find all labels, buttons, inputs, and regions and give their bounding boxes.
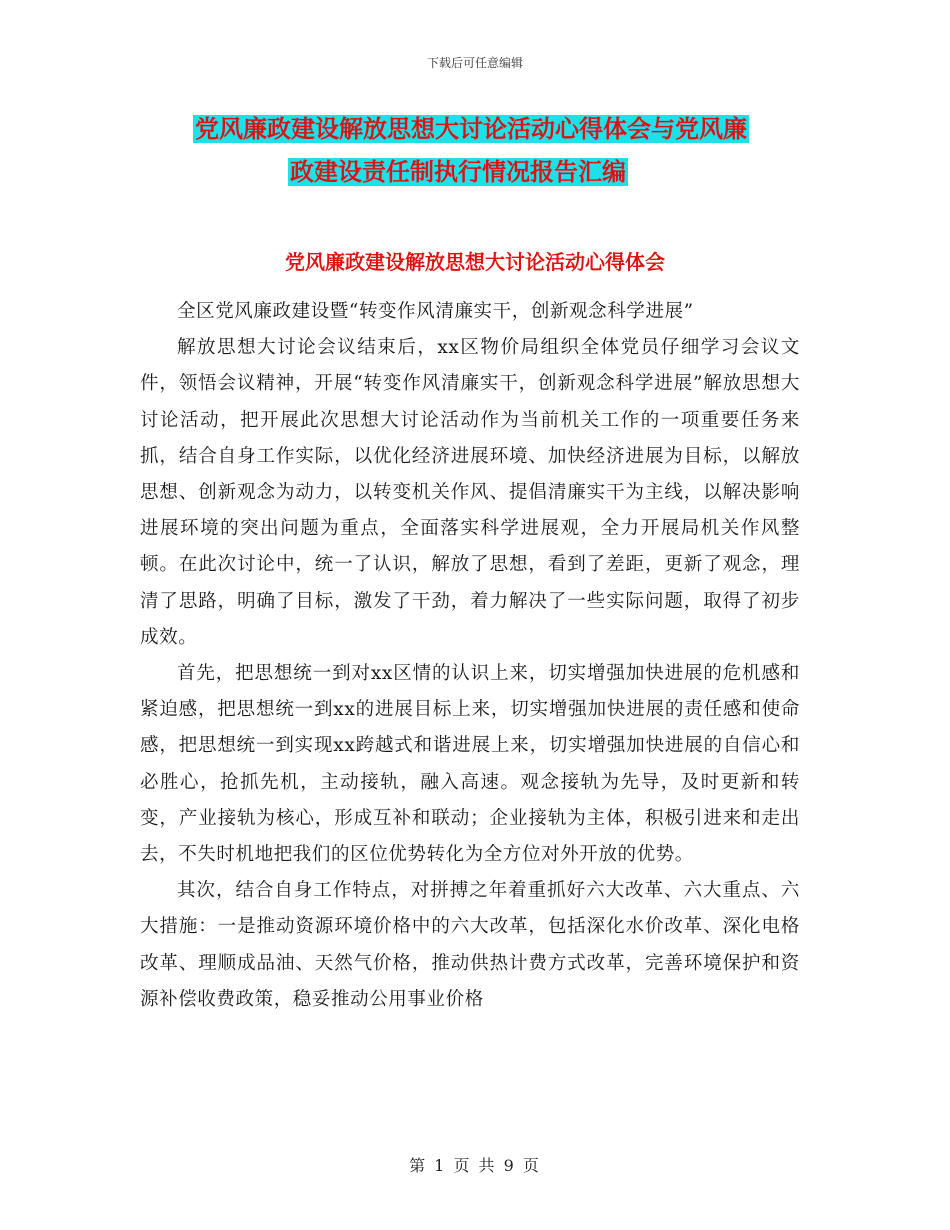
paragraph-2: 解放思想大讨论会议结束后，xx区物价局组织全体党员仔细学习会议文件，领悟会议精神，开展“转变作风清廉实干，创新观念科学进展”解放思想大讨论活动，把开展此次思想大讨论活动作为当前机关工作的一项重要任务来抓，结合自身工作实际，以优化经济进展环境、加快经济进展为目标，以解放思想、创新观念为动力，以转变机关作风、提倡清廉实干为主线，以解决影响进展环境的突出问题为重点，全面落实科学进展观，全力开展局机关作风整顿。在此次讨论中，统一了认识，解放了思想，看到了差距，更新了观念，理清了思路，明确了目标，激发了干劲，着力解决了一些实际问题，取得了初步成效。 bbox=[140, 337, 800, 648]
document-body bbox=[140, 294, 800, 1018]
title-line-2-text: 政建设责任制执行情况报告汇编 bbox=[290, 158, 626, 186]
page-footer: 第 1 页 共 9 页 bbox=[409, 1156, 541, 1175]
section-title: 党风廉政建设解放思想大讨论活动心得体会 bbox=[285, 250, 665, 274]
paragraph-4: 其次，结合自身工作特点，对拼搏之年着重抓好六大改革、六大重点、六大措施：一是推动资源环境价格中的六大改革，包括深化水价改革、深化电格改革、理顺成品油、天然气价格，推动供热计费方式改革，完善环境保护和资源补偿收费政策，稳妥推动公用事业价格 bbox=[140, 880, 800, 1010]
paragraph-3: 首先，把思想统一到对xx区情的认识上来，切实增强加快进展的危机感和紧迫感，把思想统一到xx的进展目标上来，切实增强加快进展的责任感和使命感，把思想统一到实现xx跨越式和谐进展上来，切实增强加快进展的自信心和必胜心，抢抓先机，主动接轨，融入高速。观念接轨为先导，及时更新和转变，产业接轨为核心，形成互补和联动；企业接轨为主体，积极引进来和走出去，不失时机地把我们的区位优势转化为全方位对外开放的优势。 bbox=[140, 663, 800, 866]
title-line-1-text: 党风廉政建设解放思想大讨论活动心得体会与党风廉 bbox=[195, 115, 747, 143]
page-header-note: 下载后可任意编辑 bbox=[426, 56, 523, 70]
paragraph-1: 全区党风廉政建设暨“转变作风清廉实干，创新观念科学进展” bbox=[177, 301, 694, 322]
document-title bbox=[140, 108, 820, 194]
title-line-1 bbox=[140, 108, 820, 151]
title-line-2 bbox=[140, 151, 820, 194]
